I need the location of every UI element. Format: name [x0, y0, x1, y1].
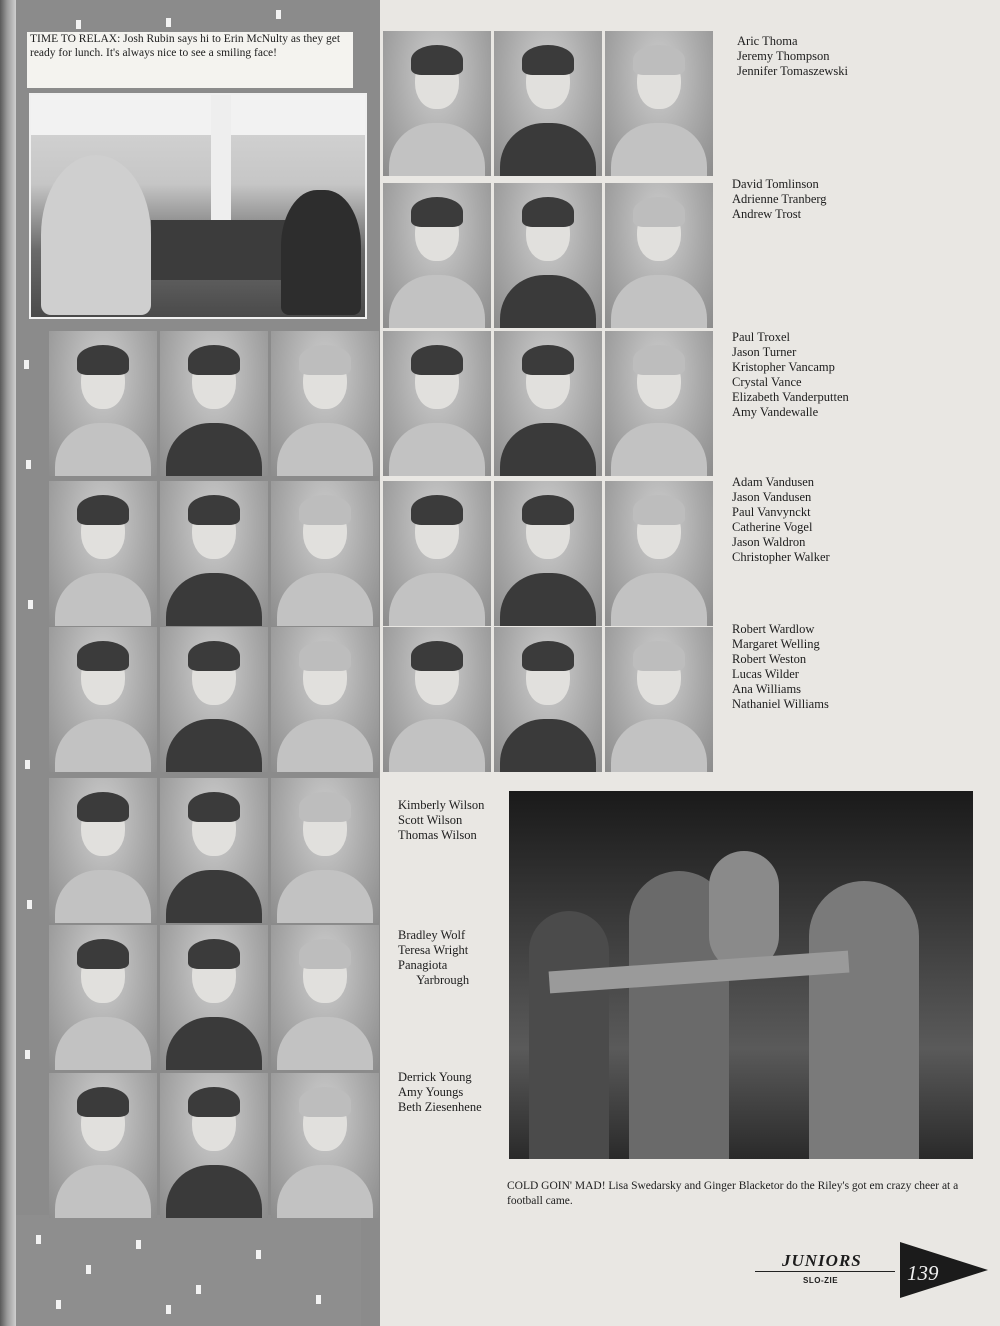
- portrait-hair-shape: [77, 1087, 129, 1117]
- confetti-mark: [136, 1240, 141, 1249]
- student-portrait: [383, 481, 491, 626]
- portrait-body-shape: [611, 719, 707, 772]
- student-portrait: [49, 481, 157, 626]
- student-portrait: [605, 331, 713, 476]
- confetti-mark: [26, 460, 31, 469]
- cheer-photo-caption: COLD GOIN' MAD! Lisa Swedarsky and Ginger Blacketor do the Riley's got em crazy cheer at a football came.: [507, 1180, 959, 1207]
- portrait-body-shape: [277, 870, 373, 923]
- portrait-body-shape: [277, 573, 373, 626]
- student-portrait: [383, 331, 491, 476]
- student-portrait: [271, 627, 379, 772]
- student-portrait: [271, 331, 379, 476]
- confetti-mark: [86, 1265, 91, 1274]
- student-portrait: [494, 31, 602, 176]
- student-figure: [281, 190, 361, 315]
- student-portrait: [605, 183, 713, 328]
- portrait-hair-shape: [299, 792, 351, 822]
- student-portrait: [271, 925, 379, 1070]
- student-portrait: [49, 1073, 157, 1218]
- portrait-body-shape: [389, 275, 485, 328]
- portrait-hair-shape: [299, 495, 351, 525]
- name-list-row-3: Paul Troxel Jason Turner Kristopher Vancamp Crystal Vance Elizabeth Vanderputten Amy Vandewalle: [732, 330, 849, 419]
- student-portrait: [49, 627, 157, 772]
- portrait-body-shape: [55, 423, 151, 476]
- name-list-row-4: Adam Vandusen Jason Vandusen Paul Vanvynckt Catherine Vogel Jason Waldron Christopher Walker: [732, 475, 830, 564]
- portrait-hair-shape: [633, 45, 685, 75]
- page-number: 139: [907, 1261, 939, 1285]
- portrait-body-shape: [611, 573, 707, 626]
- portrait-hair-shape: [411, 345, 463, 375]
- portrait-hair-shape: [188, 792, 240, 822]
- student-portrait: [271, 778, 379, 923]
- portrait-body-shape: [389, 719, 485, 772]
- student-portrait: [605, 627, 713, 772]
- portrait-body-shape: [166, 870, 262, 923]
- portrait-hair-shape: [633, 495, 685, 525]
- portrait-hair-shape: [188, 345, 240, 375]
- confetti-mark: [316, 1295, 321, 1304]
- portrait-hair-shape: [77, 641, 129, 671]
- crowd-shape: [151, 220, 291, 280]
- student-portrait: [605, 31, 713, 176]
- confetti-mark: [166, 18, 171, 27]
- portrait-hair-shape: [77, 792, 129, 822]
- name-list-row-8: Derrick Young Amy Youngs Beth Ziesenhene: [398, 1070, 482, 1114]
- confetti-mark: [76, 20, 81, 29]
- portrait-body-shape: [166, 719, 262, 772]
- portrait-body-shape: [389, 123, 485, 176]
- portrait-body-shape: [500, 573, 596, 626]
- student-portrait: [271, 481, 379, 626]
- name-list-row-5: Robert Wardlow Margaret Welling Robert Weston Lucas Wilder Ana Williams Nathaniel Williams: [732, 622, 829, 711]
- decorative-pattern-band-bottom: [16, 1215, 361, 1326]
- portrait-body-shape: [166, 573, 262, 626]
- portrait-hair-shape: [522, 45, 574, 75]
- portrait-body-shape: [500, 423, 596, 476]
- portrait-hair-shape: [633, 641, 685, 671]
- portrait-hair-shape: [299, 939, 351, 969]
- section-subtitle: SLO-ZIE: [803, 1276, 839, 1285]
- student-portrait: [605, 481, 713, 626]
- portrait-body-shape: [611, 423, 707, 476]
- portrait-hair-shape: [633, 345, 685, 375]
- footer-rule: [755, 1271, 895, 1272]
- portrait-body-shape: [277, 1017, 373, 1070]
- student-portrait: [49, 925, 157, 1070]
- portrait-hair-shape: [522, 495, 574, 525]
- portrait-body-shape: [611, 275, 707, 328]
- portrait-hair-shape: [299, 641, 351, 671]
- student-portrait: [160, 627, 268, 772]
- confetti-mark: [25, 1050, 30, 1059]
- student-portrait: [494, 627, 602, 772]
- student-portrait: [383, 627, 491, 772]
- portrait-hair-shape: [77, 345, 129, 375]
- confetti-mark: [196, 1285, 201, 1294]
- portrait-body-shape: [277, 719, 373, 772]
- section-title: JUNIORS: [782, 1251, 862, 1270]
- column-shape: [211, 95, 231, 225]
- portrait-hair-shape: [411, 197, 463, 227]
- student-portrait: [49, 331, 157, 476]
- student-portrait: [49, 778, 157, 923]
- portrait-hair-shape: [299, 1087, 351, 1117]
- portrait-hair-shape: [411, 495, 463, 525]
- portrait-hair-shape: [411, 641, 463, 671]
- confetti-mark: [56, 1300, 61, 1309]
- confetti-mark: [256, 1250, 261, 1259]
- portrait-body-shape: [277, 1165, 373, 1218]
- portrait-body-shape: [55, 573, 151, 626]
- portrait-hair-shape: [299, 345, 351, 375]
- confetti-mark: [24, 360, 29, 369]
- name-list-row-2: David Tomlinson Adrienne Tranberg Andrew Trost: [732, 177, 827, 221]
- portrait-body-shape: [389, 423, 485, 476]
- name-list-row-1: Aric Thoma Jeremy Thompson Jennifer Tomaszewski: [737, 34, 849, 78]
- confetti-mark: [276, 10, 281, 19]
- portrait-hair-shape: [633, 197, 685, 227]
- portrait-hair-shape: [522, 345, 574, 375]
- portrait-hair-shape: [77, 939, 129, 969]
- portrait-hair-shape: [188, 641, 240, 671]
- portrait-body-shape: [277, 423, 373, 476]
- portrait-body-shape: [55, 870, 151, 923]
- portrait-body-shape: [55, 1017, 151, 1070]
- portrait-body-shape: [389, 573, 485, 626]
- student-portrait: [160, 331, 268, 476]
- portrait-hair-shape: [188, 495, 240, 525]
- student-portrait: [160, 481, 268, 626]
- portrait-hair-shape: [522, 197, 574, 227]
- portrait-body-shape: [166, 1165, 262, 1218]
- portrait-hair-shape: [411, 45, 463, 75]
- student-portrait: [383, 183, 491, 328]
- portrait-body-shape: [55, 719, 151, 772]
- portrait-hair-shape: [188, 939, 240, 969]
- portrait-body-shape: [166, 423, 262, 476]
- student-portrait: [494, 331, 602, 476]
- student-figure: [709, 851, 779, 971]
- student-figure: [41, 155, 151, 315]
- confetti-mark: [36, 1235, 41, 1244]
- student-portrait: [160, 778, 268, 923]
- portrait-body-shape: [166, 1017, 262, 1070]
- portrait-body-shape: [611, 123, 707, 176]
- name-list-row-6: Kimberly Wilson Scott Wilson Thomas Wilson: [398, 798, 485, 842]
- student-portrait: [383, 31, 491, 176]
- portrait-body-shape: [500, 123, 596, 176]
- confetti-mark: [166, 1305, 171, 1314]
- name-list-row-7: Bradley Wolf Teresa Wright Panagiota Yarbrough: [398, 928, 470, 987]
- ceiling-shape: [31, 95, 365, 135]
- student-figure: [809, 881, 919, 1159]
- cafeteria-photo-caption: TIME TO RELAX: Josh Rubin says hi to Erin McNulty as they get ready for lunch. It's always nice to see a smiling face!: [27, 32, 353, 88]
- cafeteria-photo: [29, 93, 367, 319]
- portrait-body-shape: [500, 719, 596, 772]
- portrait-body-shape: [500, 275, 596, 328]
- student-figure: [529, 911, 609, 1159]
- student-portrait: [494, 481, 602, 626]
- page-binding: [0, 0, 16, 1326]
- confetti-mark: [28, 600, 33, 609]
- student-portrait: [160, 1073, 268, 1218]
- student-portrait: [160, 925, 268, 1070]
- confetti-mark: [27, 900, 32, 909]
- student-portrait: [494, 183, 602, 328]
- portrait-hair-shape: [77, 495, 129, 525]
- portrait-body-shape: [55, 1165, 151, 1218]
- portrait-hair-shape: [522, 641, 574, 671]
- cheer-photo: [509, 791, 973, 1159]
- confetti-mark: [25, 760, 30, 769]
- portrait-hair-shape: [188, 1087, 240, 1117]
- student-portrait: [271, 1073, 379, 1218]
